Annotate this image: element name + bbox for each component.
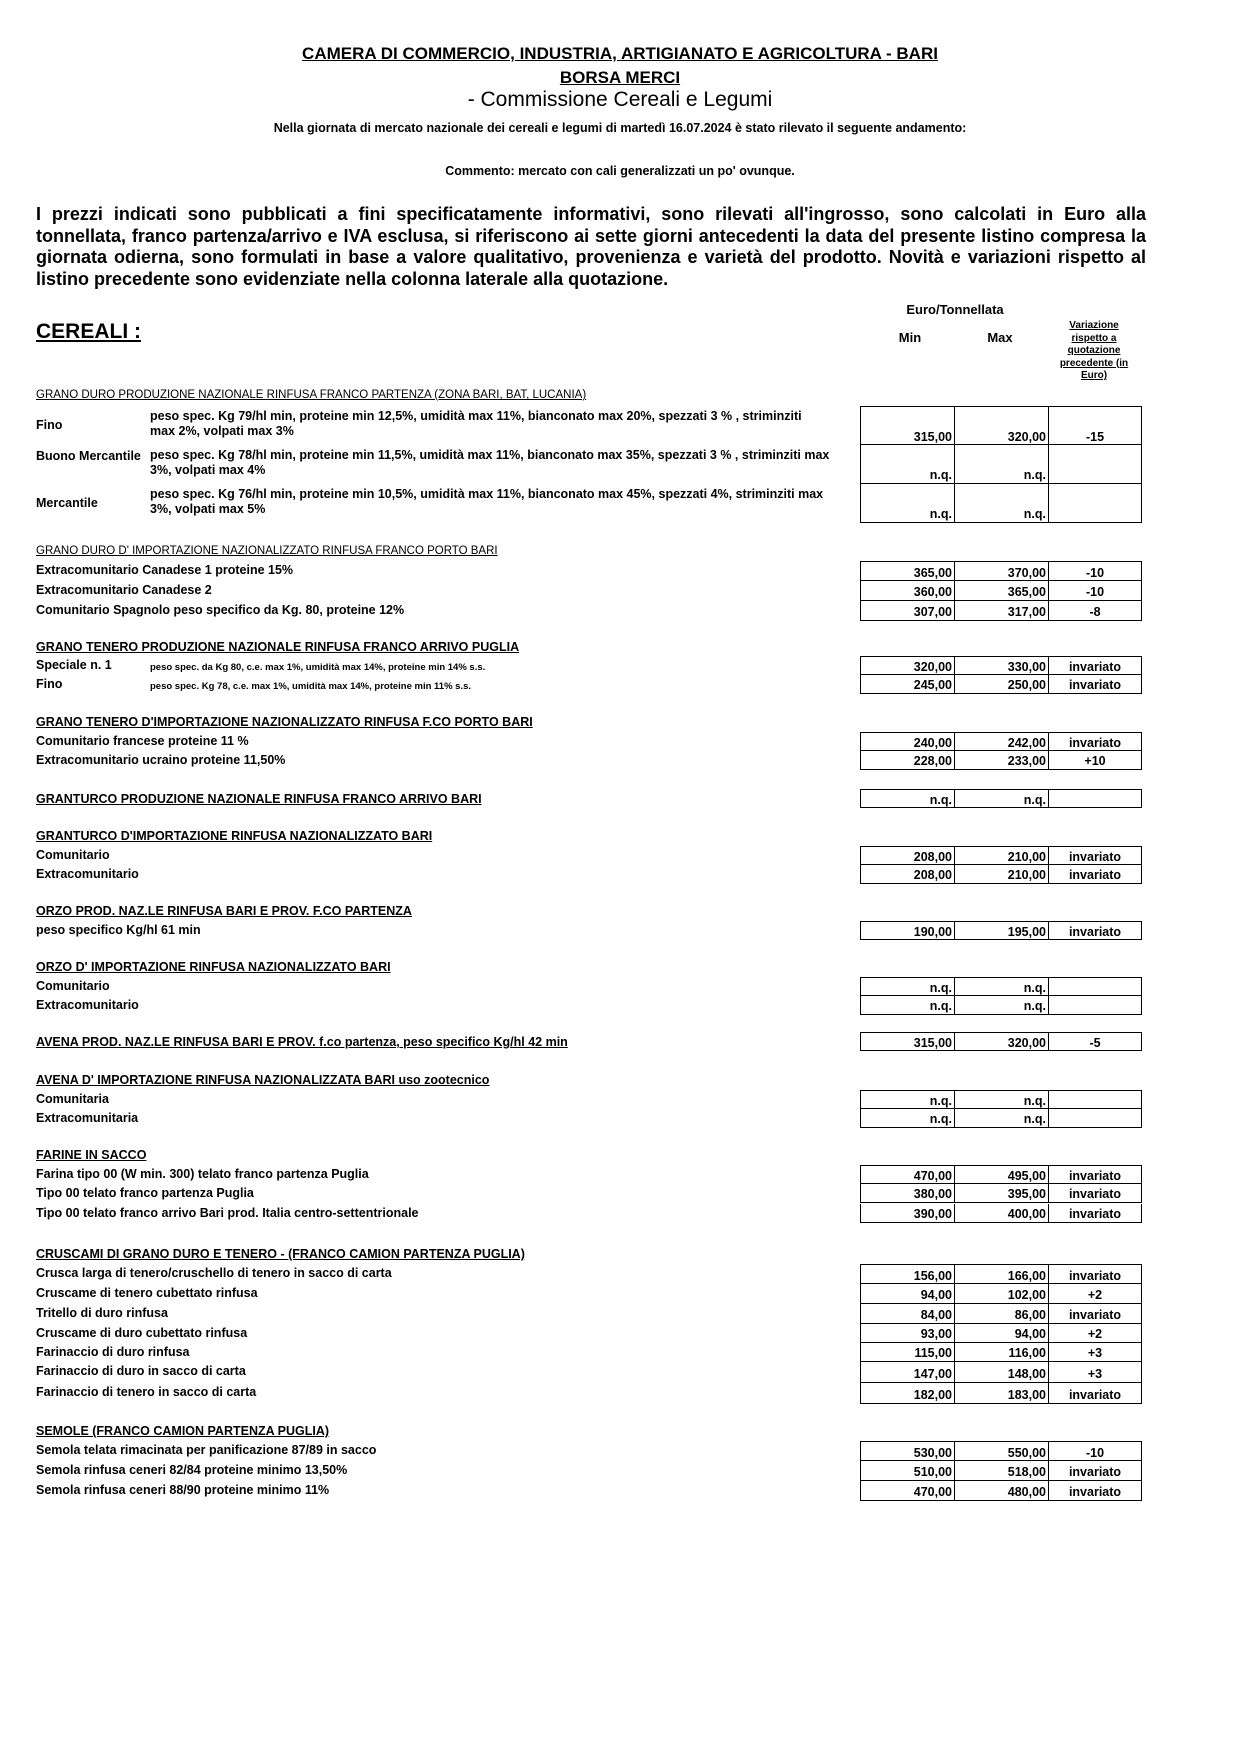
variation-cell — [1048, 977, 1142, 996]
variation-cell: invariato — [1048, 675, 1142, 694]
row-label: Fino — [36, 418, 63, 432]
variation-cell: invariato — [1048, 1304, 1142, 1324]
section-title: GRANO TENERO D'IMPORTAZIONE NAZIONALIZZATO RINFUSA F.CO PORTO BARI — [36, 715, 533, 729]
variation-cell: +2 — [1048, 1324, 1142, 1343]
min-column-header: Min — [898, 330, 922, 345]
variation-cell: invariato — [1048, 1264, 1142, 1284]
min-price-cell: 315,00 — [860, 1032, 954, 1051]
max-price-cell: 480,00 — [954, 1481, 1048, 1501]
min-price-cell: 315,00 — [860, 406, 954, 445]
max-price-cell: 400,00 — [954, 1204, 1048, 1223]
max-price-cell: 550,00 — [954, 1441, 1048, 1461]
row-label: Semola rinfusa ceneri 82/84 proteine minimo 13,50% — [36, 1463, 348, 1477]
section-title: CRUSCAMI DI GRANO DURO E TENERO - (FRANCO CAMION PARTENZA PUGLIA) — [36, 1247, 525, 1261]
min-price-cell: n.q. — [860, 977, 954, 996]
row-label: Mercantile — [36, 496, 98, 510]
variation-cell — [1048, 996, 1142, 1015]
variation-cell: -10 — [1048, 581, 1142, 601]
min-price-cell: 365,00 — [860, 561, 954, 581]
variation-cell — [1048, 1109, 1142, 1128]
section-title: GRANTURCO PRODUZIONE NAZIONALE RINFUSA FRANCO ARRIVO BARI — [36, 792, 482, 806]
min-price-cell: 510,00 — [860, 1461, 954, 1481]
max-price-cell: 166,00 — [954, 1264, 1048, 1284]
section-title: GRANO TENERO PRODUZIONE NAZIONALE RINFUSA FRANCO ARRIVO PUGLIA — [36, 640, 520, 654]
variation-cell: -10 — [1048, 1441, 1142, 1461]
max-price-cell: 148,00 — [954, 1362, 1048, 1383]
row-label: Extracomunitario Canadese 2 — [36, 583, 212, 597]
row-label: Farina tipo 00 (W min. 300) telato franco partenza Puglia — [36, 1167, 369, 1181]
row-description: peso spec. Kg 78/hl min, proteine min 11,5%, umidità max 11%, bianconato max 35%, spezzati 3 % , striminziti max 3%, volpati max 4% — [150, 448, 830, 477]
row-description: peso spec. Kg 79/hl min, proteine min 12,5%, umidità max 11%, bianconato max 20%, spezzati 3 % , striminziti max 2%, volpati max 3% — [150, 409, 802, 438]
row-label: peso specifico Kg/hl 61 min — [36, 923, 201, 937]
min-price-cell: 228,00 — [860, 751, 954, 770]
section-title: GRANTURCO D'IMPORTAZIONE RINFUSA NAZIONALIZZATO BARI — [36, 829, 433, 843]
unit-header: Euro/Tonnellata — [906, 302, 1004, 317]
max-price-cell: 195,00 — [954, 921, 1048, 940]
variation-cell: invariato — [1048, 1383, 1142, 1404]
row-label: Tritello di duro rinfusa — [36, 1306, 168, 1320]
section-title: GRANO DURO PRODUZIONE NAZIONALE RINFUSA FRANCO PARTENZA (ZONA BARI, BAT, LUCANIA) — [36, 389, 587, 401]
max-price-cell: 250,00 — [954, 675, 1048, 694]
row-label: Comunitaria — [36, 1092, 109, 1106]
row-description: peso spec. da Kg 80, c.e. max 1%, umidità max 14%, proteine min 14% s.s. — [150, 662, 486, 673]
variation-cell — [1048, 484, 1142, 523]
variation-cell: invariato — [1048, 1165, 1142, 1184]
min-price-cell: 208,00 — [860, 865, 954, 884]
min-price-cell: 182,00 — [860, 1383, 954, 1404]
row-label: Tipo 00 telato franco partenza Puglia — [36, 1186, 254, 1200]
variation-column-header: Variazione rispetto a quotazione precedente (in Euro) — [1059, 320, 1129, 381]
row-label: Farinaccio di duro rinfusa — [36, 1345, 190, 1359]
min-price-cell: 470,00 — [860, 1481, 954, 1501]
min-price-cell: 84,00 — [860, 1304, 954, 1324]
variation-cell: invariato — [1048, 656, 1142, 675]
min-price-cell: 530,00 — [860, 1441, 954, 1461]
variation-cell: -15 — [1048, 406, 1142, 445]
row-label: Comunitario — [36, 848, 110, 862]
variation-cell: -5 — [1048, 1032, 1142, 1051]
commission-title: - Commissione Cereali e Legumi — [467, 88, 773, 111]
row-label: Extracomunitario — [36, 867, 139, 881]
row-label: Farinaccio di tenero in sacco di carta — [36, 1385, 257, 1399]
row-label: Extracomunitario — [36, 998, 139, 1012]
row-label: Crusca larga di tenero/cruschello di tenero in sacco di carta — [36, 1266, 392, 1280]
variation-cell: invariato — [1048, 1204, 1142, 1223]
exchange-title: BORSA MERCI — [559, 68, 681, 87]
row-label: Semola telata rimacinata per panificazione 87/89 in sacco — [36, 1443, 377, 1457]
row-label: Semola rinfusa ceneri 88/90 proteine minimo 11% — [36, 1483, 330, 1497]
variation-cell: -10 — [1048, 561, 1142, 581]
min-price-cell: 115,00 — [860, 1343, 954, 1362]
section-title: AVENA D' IMPORTAZIONE RINFUSA NAZIONALIZZATA BARI uso zootecnico — [36, 1073, 490, 1087]
variation-cell: +3 — [1048, 1343, 1142, 1362]
row-label: Extracomunitario ucraino proteine 11,50% — [36, 753, 286, 767]
variation-cell: invariato — [1048, 865, 1142, 884]
variation-cell: +2 — [1048, 1284, 1142, 1304]
max-price-cell: 365,00 — [954, 581, 1048, 601]
variation-cell: invariato — [1048, 1184, 1142, 1203]
row-label: Comunitario Spagnolo peso specifico da Kg. 80, proteine 12% — [36, 603, 405, 617]
min-price-cell: 380,00 — [860, 1184, 954, 1203]
intro-paragraph: I prezzi indicati sono pubblicati a fini specificatamente informativi, sono rilevati all'ingrosso, sono calcolati in Euro alla tonnellata, franco partenza/arrivo e IVA esclusa, si riferiscono ai sette giorni antecedenti la data del presente listino compresa la giornata odierna, sono formulati in base a valore qualitativo, provenienza e varietà del prodotto. Novità e variazioni rispetto al listino precedente sono evidenziate nella colonna laterale alla quotazione. — [36, 204, 1146, 289]
max-price-cell: 495,00 — [954, 1165, 1048, 1184]
variation-cell — [1048, 789, 1142, 808]
row-label: Speciale n. 1 — [36, 658, 112, 672]
min-price-cell: n.q. — [860, 1109, 954, 1128]
min-price-cell: 245,00 — [860, 675, 954, 694]
max-price-cell: 116,00 — [954, 1343, 1048, 1362]
min-price-cell: 470,00 — [860, 1165, 954, 1184]
row-label: Cruscame di tenero cubettato rinfusa — [36, 1286, 258, 1300]
row-label: Buono Mercantile — [36, 449, 141, 463]
min-price-cell: 94,00 — [860, 1284, 954, 1304]
max-price-cell: 86,00 — [954, 1304, 1048, 1324]
row-label: Cruscame di duro cubettato rinfusa — [36, 1326, 248, 1340]
max-price-cell: n.q. — [954, 1109, 1048, 1128]
max-price-cell: 210,00 — [954, 865, 1048, 884]
category-title: CEREALI : — [36, 320, 141, 343]
max-price-cell: n.q. — [954, 484, 1048, 523]
max-price-cell: n.q. — [954, 1090, 1048, 1109]
variation-cell: invariato — [1048, 1461, 1142, 1481]
max-price-cell: n.q. — [954, 977, 1048, 996]
variation-cell — [1048, 445, 1142, 484]
min-price-cell: 320,00 — [860, 656, 954, 675]
max-price-cell: n.q. — [954, 789, 1048, 808]
max-price-cell: 330,00 — [954, 656, 1048, 675]
max-price-cell: n.q. — [954, 996, 1048, 1015]
max-price-cell: 183,00 — [954, 1383, 1048, 1404]
min-price-cell: n.q. — [860, 996, 954, 1015]
section-title: AVENA PROD. NAZ.LE RINFUSA BARI E PROV. f.co partenza, peso specifico Kg/hl 42 min — [36, 1035, 568, 1049]
section-title: FARINE IN SACCO — [36, 1148, 147, 1162]
row-label: Extracomunitario Canadese 1 proteine 15% — [36, 563, 294, 577]
row-label: Extracomunitaria — [36, 1111, 139, 1125]
max-price-cell: 242,00 — [954, 732, 1048, 751]
max-price-cell: 102,00 — [954, 1284, 1048, 1304]
variation-cell: invariato — [1048, 1481, 1142, 1501]
row-label: Tipo 00 telato franco arrivo Bari prod. Italia centro-settentrionale — [36, 1206, 419, 1220]
row-label: Comunitario francese proteine 11 % — [36, 734, 249, 748]
max-price-cell: 395,00 — [954, 1184, 1048, 1203]
max-price-cell: 320,00 — [954, 1032, 1048, 1051]
max-price-cell: 233,00 — [954, 751, 1048, 770]
min-price-cell: 156,00 — [860, 1264, 954, 1284]
max-price-cell: 94,00 — [954, 1324, 1048, 1343]
min-price-cell: n.q. — [860, 445, 954, 484]
variation-cell: invariato — [1048, 846, 1142, 865]
max-price-cell: 320,00 — [954, 406, 1048, 445]
max-price-cell: 518,00 — [954, 1461, 1048, 1481]
max-price-cell: 317,00 — [954, 601, 1048, 621]
section-title: ORZO PROD. NAZ.LE RINFUSA BARI E PROV. F.CO PARTENZA — [36, 904, 412, 918]
variation-cell — [1048, 1090, 1142, 1109]
max-column-header: Max — [987, 330, 1013, 345]
row-label: Farinaccio di duro in sacco di carta — [36, 1364, 246, 1378]
variation-cell: +3 — [1048, 1362, 1142, 1383]
min-price-cell: 307,00 — [860, 601, 954, 621]
section-title: SEMOLE (FRANCO CAMION PARTENZA PUGLIA) — [36, 1424, 330, 1438]
min-price-cell: n.q. — [860, 789, 954, 808]
chamber-title: CAMERA DI COMMERCIO, INDUSTRIA, ARTIGIANATO E AGRICOLTURA - BARI — [302, 44, 938, 63]
variation-cell: invariato — [1048, 921, 1142, 940]
section-title: GRANO DURO D' IMPORTAZIONE NAZIONALIZZATO RINFUSA FRANCO PORTO BARI — [36, 545, 498, 557]
min-price-cell: 240,00 — [860, 732, 954, 751]
variation-cell: -8 — [1048, 601, 1142, 621]
min-price-cell: 190,00 — [860, 921, 954, 940]
min-price-cell: n.q. — [860, 484, 954, 523]
market-date-line: Nella giornata di mercato nazionale dei cereali e legumi di martedì 16.07.2024 è stato rilevato il seguente andamento: — [273, 121, 967, 135]
min-price-cell: 93,00 — [860, 1324, 954, 1343]
market-comment: Commento: mercato con cali generalizzati un po' ovunque. — [445, 164, 795, 178]
row-description: peso spec. Kg 76/hl min, proteine min 10,5%, umidità max 11%, bianconato max 45%, spezzati 4%, striminziti max 3%, volpati max 5% — [150, 487, 824, 516]
variation-cell: invariato — [1048, 732, 1142, 751]
min-price-cell: 147,00 — [860, 1362, 954, 1383]
min-price-cell: 360,00 — [860, 581, 954, 601]
row-label: Comunitario — [36, 979, 110, 993]
variation-cell: +10 — [1048, 751, 1142, 770]
max-price-cell: 210,00 — [954, 846, 1048, 865]
row-description: peso spec. Kg 78, c.e. max 1%, umidità max 14%, proteine min 11% s.s. — [150, 681, 472, 692]
section-title: ORZO D' IMPORTAZIONE RINFUSA NAZIONALIZZATO BARI — [36, 960, 391, 974]
min-price-cell: 208,00 — [860, 846, 954, 865]
max-price-cell: 370,00 — [954, 561, 1048, 581]
row-label: Fino — [36, 677, 63, 691]
max-price-cell: n.q. — [954, 445, 1048, 484]
min-price-cell: n.q. — [860, 1090, 954, 1109]
min-price-cell: 390,00 — [860, 1204, 954, 1223]
